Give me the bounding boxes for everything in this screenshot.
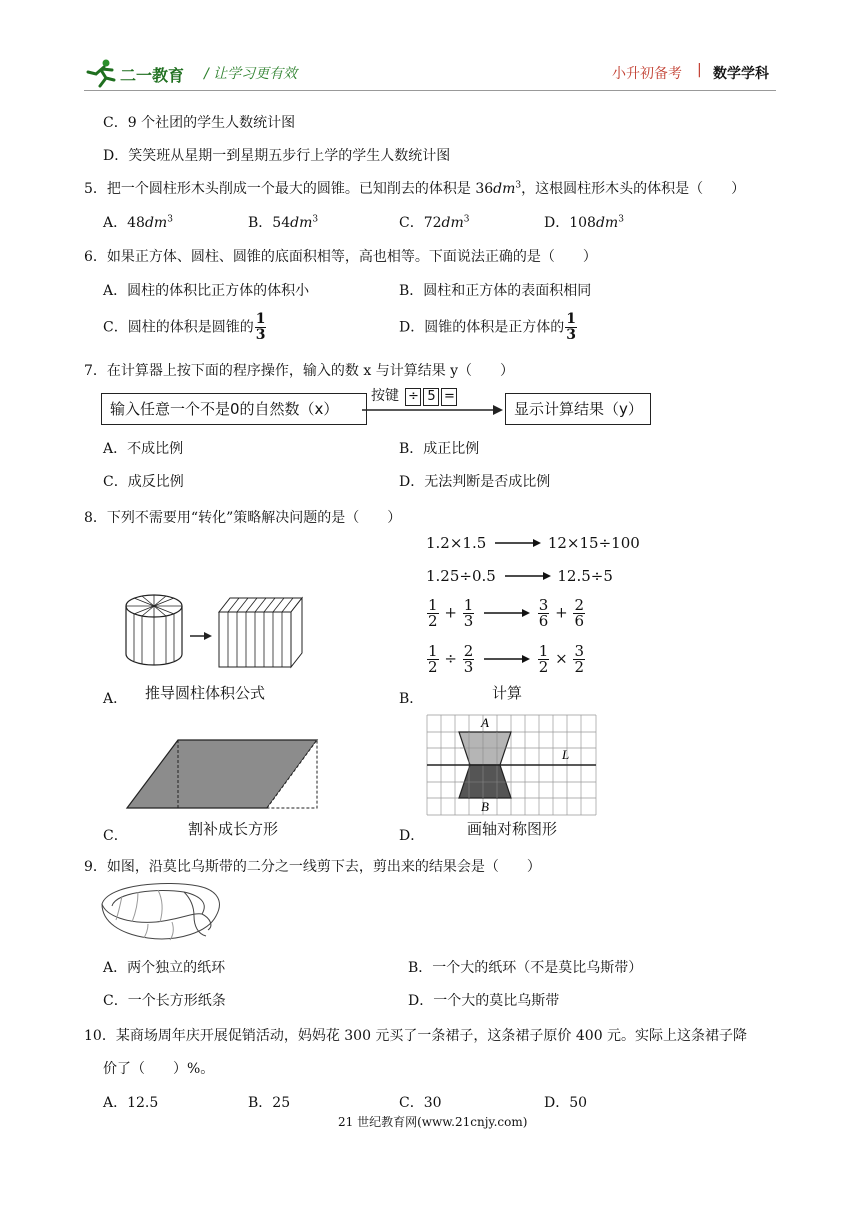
q8-option-c-caption: 割补成长方形 (188, 820, 279, 838)
grid-label-b: B (481, 799, 489, 814)
q8-option-a-caption: 推导圆柱体积公式 (145, 684, 266, 702)
calc-result-box: 显示计算结果（y） (505, 393, 651, 425)
q5-option-c: C．$72dm^3$ (399, 214, 470, 231)
q7-option-b: B．成正比例 (399, 441, 480, 457)
q6-option-d: D．圆锥的体积是正方体的 $\frac{1}{3}$ (399, 311, 576, 343)
q10-option-c: C．30 (399, 1095, 442, 1111)
header-subject: 数学学科 (713, 66, 769, 82)
footer-text: 21 世纪教育网(www.21cnjy.com) (338, 1115, 528, 1129)
arrow-icon (480, 608, 532, 618)
header-separator: | (697, 62, 702, 78)
arrow-icon (360, 404, 505, 416)
q10-option-b: B．25 (248, 1095, 291, 1111)
q9-option-b: B．一个大的纸环（不是莫比乌斯带） (408, 960, 643, 976)
arrow-icon (491, 538, 543, 548)
q7-option-d: D．无法判断是否成比例 (399, 474, 551, 490)
q8-option-b-label: B． (399, 691, 424, 707)
q6-option-b: B．圆柱和正方体的表面积相同 (399, 283, 592, 299)
mobius-strip-figure (98, 878, 228, 948)
calc-row-1: 1.2×1.5 12×15÷100 (426, 534, 640, 552)
q5-stem-b: ，这根圆柱形木头的体积是（ ） (521, 181, 746, 197)
q8-option-d-label: D． (399, 828, 425, 844)
calc-row-4: $\frac{1}{2}$ ÷ $\frac{2}{3}$ $\frac{1}{2}$ × $\frac{3}{2}$ (428, 642, 585, 676)
runner-logo-icon (84, 58, 120, 88)
header-title: 小升初备考 (612, 66, 682, 82)
fraction-one-third: $\frac{1}{3}$ (255, 311, 266, 343)
q4-option-d: D．笑笑班从星期一到星期五步行上学的学生人数统计图 (103, 148, 451, 164)
calc-input-box: 输入任意一个不是0的自然数（x） (101, 393, 367, 425)
q5-unit: dm (493, 181, 516, 197)
q7-option-a: A．不成比例 (103, 441, 184, 457)
q4-option-c: C．9 个社团的学生人数统计图 (103, 115, 296, 131)
arrow-icon (480, 654, 532, 664)
fraction-one-third: $\frac{1}{3}$ (566, 311, 576, 343)
q8-option-a-label: A． (103, 691, 128, 707)
q6-option-a: A．圆柱的体积比正方体的体积小 (103, 283, 310, 299)
grid-label-l: L (562, 747, 570, 762)
q10-stem-line2: 价了（ ）%。 (103, 1061, 215, 1077)
q5-stem-a: 5．把一个圆柱形木头削成一个最大的圆锥。已知削去的体积是 36 (84, 181, 494, 197)
press-key-label: 按键 (371, 388, 399, 404)
calc-row-2: 1.25÷0.5 12.5÷5 (426, 567, 613, 585)
q5-exp: 3 (515, 180, 522, 191)
equals-key: = (441, 388, 457, 406)
slogan: / 让学习更有效 (204, 66, 298, 82)
symmetry-grid-figure (424, 714, 599, 816)
q9-stem: 9．如图，沿莫比乌斯带的二分之一线剪下去，剪出来的结果会是（ ） (84, 859, 541, 875)
q5-option-b: B．$54dm^3$ (248, 214, 319, 231)
q9-option-c: C．一个长方形纸条 (103, 993, 226, 1009)
q10-option-d: D．50 (544, 1095, 588, 1111)
q8-option-b-caption: 计算 (492, 684, 523, 702)
q5-option-a: A．$48dm^3$ (103, 214, 173, 231)
grid-label-a: A (481, 715, 489, 730)
q10-stem-line1: 10．某商场周年庆开展促销活动，妈妈花 300 元买了一条裙子，这条裙子原价 400 元。实际上这条裙子降 (84, 1028, 748, 1044)
q5-stem (84, 178, 745, 198)
q7-stem: 7．在计算器上按下面的程序操作，输入的数 x 与计算结果 y（ ） (84, 363, 515, 379)
calc-row-3: $\frac{1}{2}$ + $\frac{1}{3}$ $\frac{3}{6}$ + $\frac{2}{6}$ (428, 596, 585, 630)
five-key: 5 (423, 388, 439, 406)
q10-option-a: A．12.5 (103, 1095, 159, 1111)
divide-key: ÷ (405, 388, 421, 406)
q9-option-d: D．一个大的莫比乌斯带 (408, 993, 560, 1009)
q6-option-c: C．圆柱的体积是圆锥的 $\frac{1}{3}$ (103, 311, 266, 343)
q7-option-c: C．成反比例 (103, 474, 184, 490)
header-rule (84, 90, 776, 91)
cylinder-to-cuboid-figure (120, 592, 315, 672)
arrow-icon (501, 571, 553, 581)
logo-text: 二一教育 (120, 66, 185, 85)
q9-option-a: A．两个独立的纸环 (103, 960, 226, 976)
q8-option-d-caption: 画轴对称图形 (467, 820, 558, 838)
parallelogram-figure (124, 738, 320, 812)
q5-option-d: D．$108dm^3$ (544, 214, 624, 231)
q6-stem: 6．如果正方体、圆柱、圆锥的底面积相等，高也相等。下面说法正确的是（ ） (84, 249, 597, 265)
q8-option-c-label: C． (103, 828, 128, 844)
calc-key-sequence (371, 385, 457, 406)
q8-stem: 8．下列不需要用“转化”策略解决问题的是（ ） (84, 510, 402, 526)
